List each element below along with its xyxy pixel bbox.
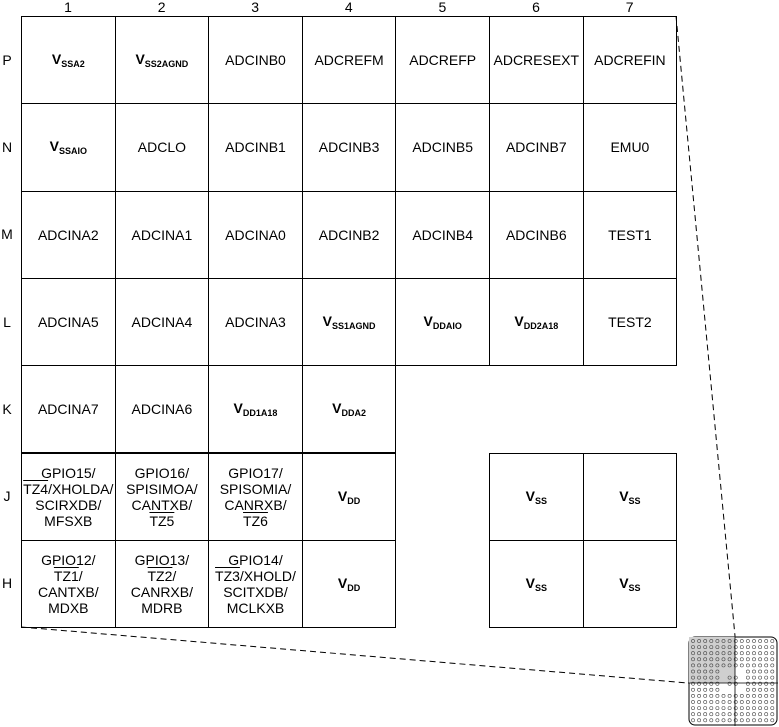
power-pin-label: $V_{SS}$ [525, 574, 547, 593]
pin-function-line: GPIO13/ [134, 551, 190, 568]
power-pin-label: $V_{SSA2}$ [51, 51, 85, 70]
column-header-5: 5 [438, 0, 447, 15]
column-header-3: 3 [251, 0, 260, 15]
pin-function-line: CANTXB/ [131, 496, 193, 513]
pin-label: ADCINA4 [131, 314, 193, 331]
pin-label: ADCREFP [409, 52, 477, 69]
pin-label: ADCINB2 [318, 226, 380, 243]
row-header-M: M [1, 226, 13, 243]
row-header-N: N [1, 138, 13, 155]
pin-label: ADCINB5 [412, 139, 474, 156]
pin-label: ADCRESEXT [493, 52, 580, 69]
power-pin-label: $V_{SSAIO}$ [49, 138, 87, 157]
pin-label: ADCINA0 [225, 226, 286, 243]
pin-function-line: GPIO12/ [41, 551, 96, 568]
pin-label: TEST2 [608, 314, 652, 331]
column-header-6: 6 [532, 0, 540, 15]
pin-function-line: CANRXB/ [224, 496, 287, 513]
power-pin-label: $V_{SS}$ [525, 487, 547, 506]
power-pin-label: $V_{DD2A18}$ [514, 313, 559, 332]
pin-function-line: TZ6 [243, 512, 268, 529]
pin-label: ADCINA3 [225, 314, 286, 331]
pin-function-line: GPIO15/ [41, 464, 96, 481]
pin-function-line: CANTXB/ [37, 583, 99, 600]
pin-label: ADCREFIN [594, 52, 666, 69]
pin-label: ADCINA1 [131, 226, 193, 243]
power-pin-label: $V_{DDAIO}$ [423, 313, 462, 332]
row-header-J: J [3, 488, 11, 505]
power-pin-label: $V_{SS}$ [619, 574, 641, 593]
pin-function-line: MDRB [141, 599, 183, 616]
pin-function-line: GPIO14/ [228, 551, 283, 568]
pin-label: ADCREFM [314, 52, 384, 69]
power-pin-label: $V_{SS}$ [619, 487, 641, 506]
pin-label: ADCINB3 [318, 139, 380, 156]
row-header-H: H [1, 575, 13, 592]
pin-function-line: TZ5 [149, 512, 175, 529]
column-header-1: 1 [64, 0, 72, 15]
pin-function-line: TZ1/ [53, 567, 83, 584]
pin-label: EMU0 [610, 139, 650, 156]
pin-label: ADCINA2 [37, 226, 99, 243]
column-header-4: 4 [344, 0, 353, 15]
pin-function-line: GPIO16/ [134, 464, 190, 481]
pin-label: ADCINB7 [505, 139, 567, 156]
power-pin-label: $V_{DD}$ [337, 487, 361, 506]
column-header-7: 7 [625, 0, 634, 15]
pin-label: TEST1 [608, 226, 652, 243]
row-header-K: K [2, 400, 12, 417]
power-pin-label: $V_{SS2AGND}$ [135, 51, 189, 70]
pin-function-line: MDXB [48, 599, 89, 616]
pin-label: ADCLO [137, 139, 186, 156]
row-header-L: L [3, 313, 11, 330]
pin-label: ADCINB1 [225, 139, 286, 156]
pin-label: ADCINB4 [412, 226, 474, 243]
power-pin-label: $V_{DD}$ [337, 574, 361, 593]
pin-function-line: MCLKXB [226, 599, 285, 616]
package-thumbnail [688, 636, 778, 726]
pin-function-line: TZ4/XHOLDA/ [23, 480, 114, 497]
pin-label: ADCINB6 [505, 226, 567, 243]
pin-function-line: GPIO17/ [228, 464, 283, 481]
pin-function-line: SPISIMOA/ [126, 480, 198, 497]
pin-function-line: TZ3/XHOLD/ [215, 567, 296, 584]
pin-function-line: SPISOMIA/ [219, 480, 292, 497]
pin-label: ADCINA6 [131, 401, 193, 418]
pin-function-line: SCIRXDB/ [35, 496, 102, 513]
pin-function-line: CANRXB/ [130, 583, 193, 600]
pin-function-line: MFSXB [44, 512, 93, 529]
pin-label: ADCINA7 [37, 401, 99, 418]
pin-function-line: SCITXDB/ [223, 583, 288, 600]
power-pin-label: $V_{DDA2}$ [332, 400, 367, 419]
pin-label: ADCINB0 [225, 52, 286, 69]
pin-label: ADCINA5 [37, 314, 99, 331]
power-pin-label: $V_{DD1A18}$ [233, 400, 278, 419]
column-header-2: 2 [157, 0, 166, 15]
pin-function-line: TZ2/ [147, 567, 177, 584]
power-pin-label: $V_{SS1AGND}$ [322, 313, 376, 332]
row-header-P: P [2, 51, 12, 68]
